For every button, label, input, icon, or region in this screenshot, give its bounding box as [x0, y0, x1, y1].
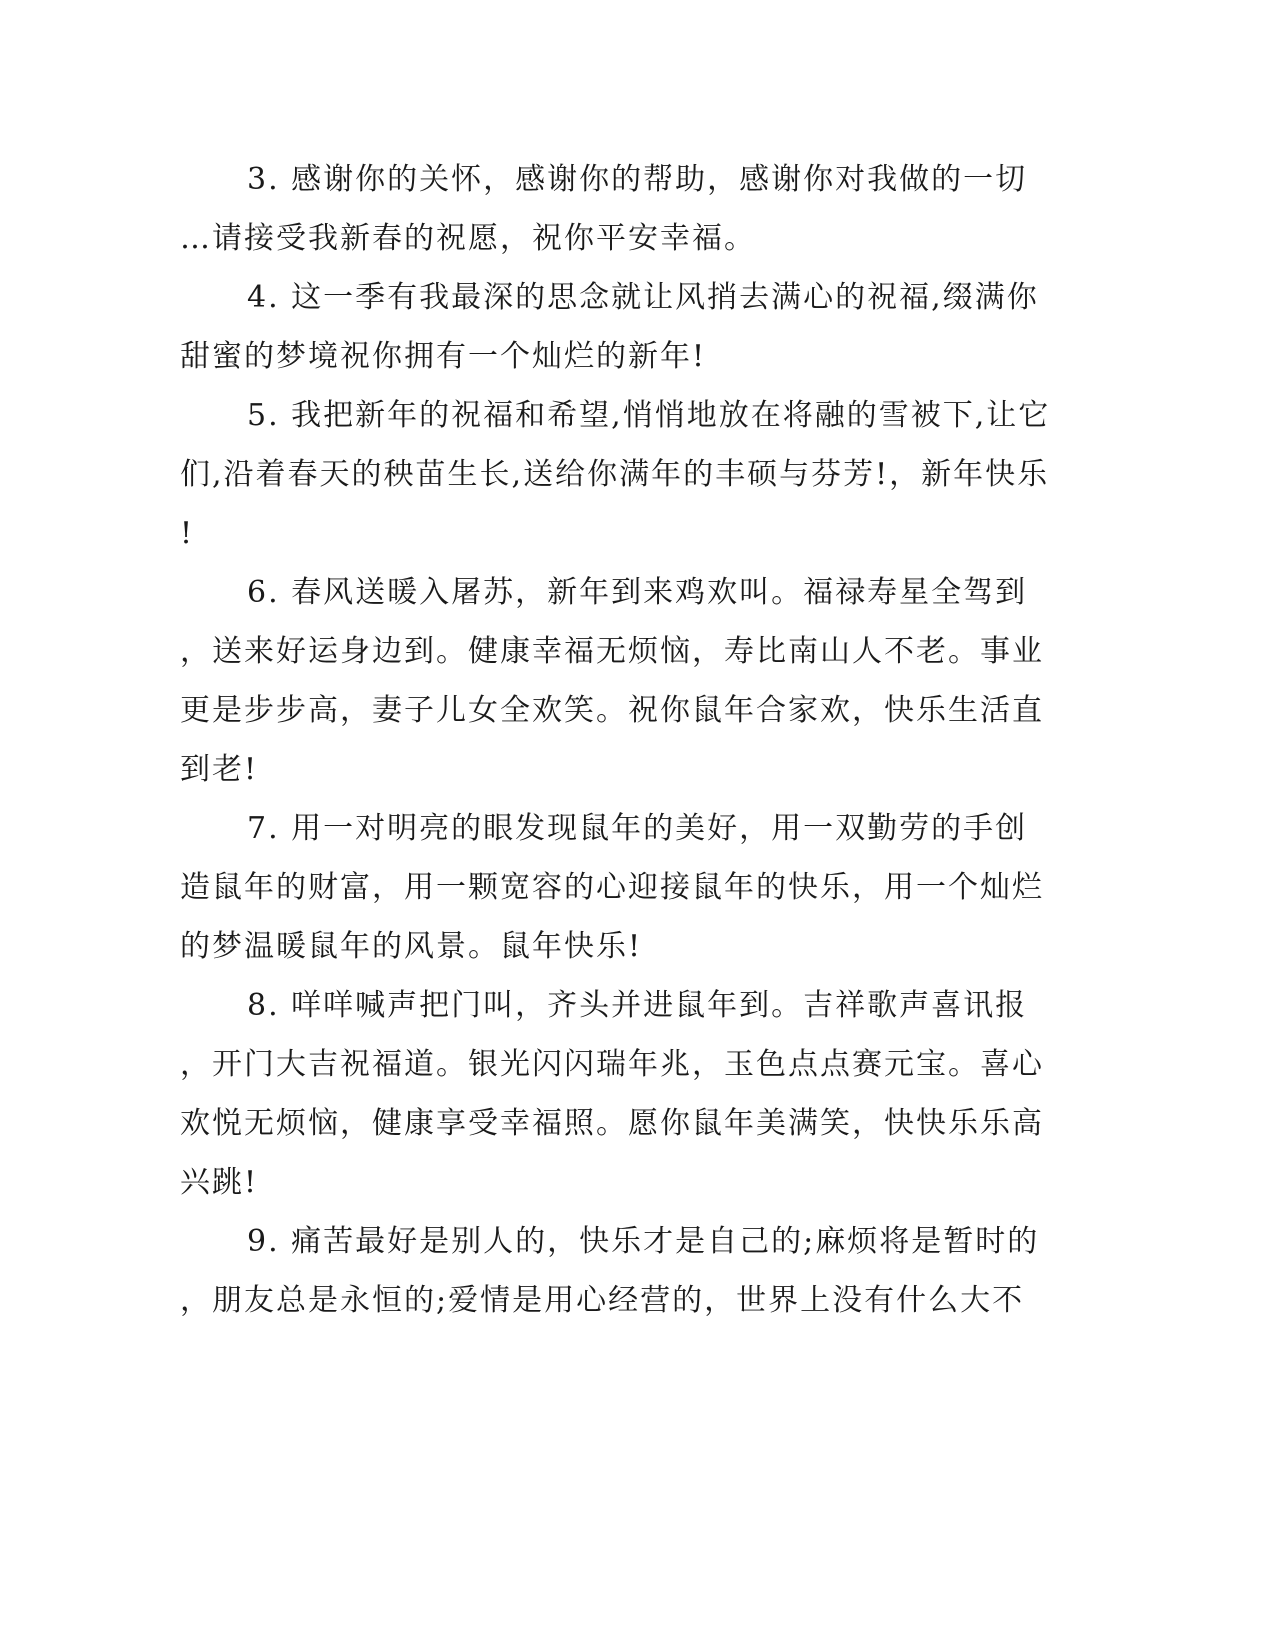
paragraph-6-line-4: 到老!	[180, 752, 259, 787]
paragraph-4-line-1: 4. 这一季有我最深的思念就让风捎去满心的祝福,缀满你	[247, 280, 1039, 315]
paragraph-4-line-2: 甜蜜的梦境祝你拥有一个灿烂的新年!	[180, 339, 707, 374]
paragraph-6-line-3: 更是步步高，妻子儿女全欢笑。祝你鼠年合家欢，快乐生活直	[180, 693, 1044, 728]
paragraph-8-line-3: 欢悦无烦恼，健康享受幸福照。愿你鼠年美满笑，快快乐乐高	[180, 1106, 1044, 1141]
paragraph-6-line-2: ，送来好运身边到。健康幸福无烦恼，寿比南山人不老。事业	[180, 634, 1044, 669]
paragraph-6-line-1: 6. 春风送暖入屠苏，新年到来鸡欢叫。福禄寿星全驾到	[247, 575, 1028, 610]
paragraph-8-line-4: 兴跳!	[180, 1165, 259, 1200]
paragraph-5-line-2: 们,沿着春天的秧苗生长,送给你满年的丰硕与芬芳!，新年快乐	[180, 457, 1050, 492]
paragraph-8-line-2: ，开门大吉祝福道。银光闪闪瑞年兆，玉色点点赛元宝。喜心	[180, 1047, 1044, 1082]
paragraph-3-line-2: …请接受我新春的祝愿，祝你平安幸福。	[180, 221, 756, 256]
paragraph-9-line-1: 9. 痛苦最好是别人的，快乐才是自己的;麻烦将是暂时的	[247, 1224, 1040, 1259]
paragraph-7-line-1: 7. 用一对明亮的眼发现鼠年的美好，用一双勤劳的手创	[247, 811, 1028, 846]
paragraph-3-line-1: 3. 感谢你的关怀，感谢你的帮助，感谢你对我做的一切	[247, 162, 1028, 197]
paragraph-7-line-3: 的梦温暖鼠年的风景。鼠年快乐!	[180, 929, 643, 964]
paragraph-8-line-1: 8. 咩咩喊声把门叫，齐头并进鼠年到。吉祥歌声喜讯报	[247, 988, 1028, 1023]
paragraph-7-line-2: 造鼠年的财富，用一颗宽容的心迎接鼠年的快乐，用一个灿烂	[180, 870, 1044, 905]
paragraph-5-line-1: 5. 我把新年的祝福和希望,悄悄地放在将融的雪被下,让它	[247, 398, 1051, 433]
paragraph-9-line-2: ，朋友总是永恒的;爱情是用心经营的，世界上没有什么大不	[180, 1283, 1025, 1318]
paragraph-5-line-3: !	[180, 516, 195, 551]
